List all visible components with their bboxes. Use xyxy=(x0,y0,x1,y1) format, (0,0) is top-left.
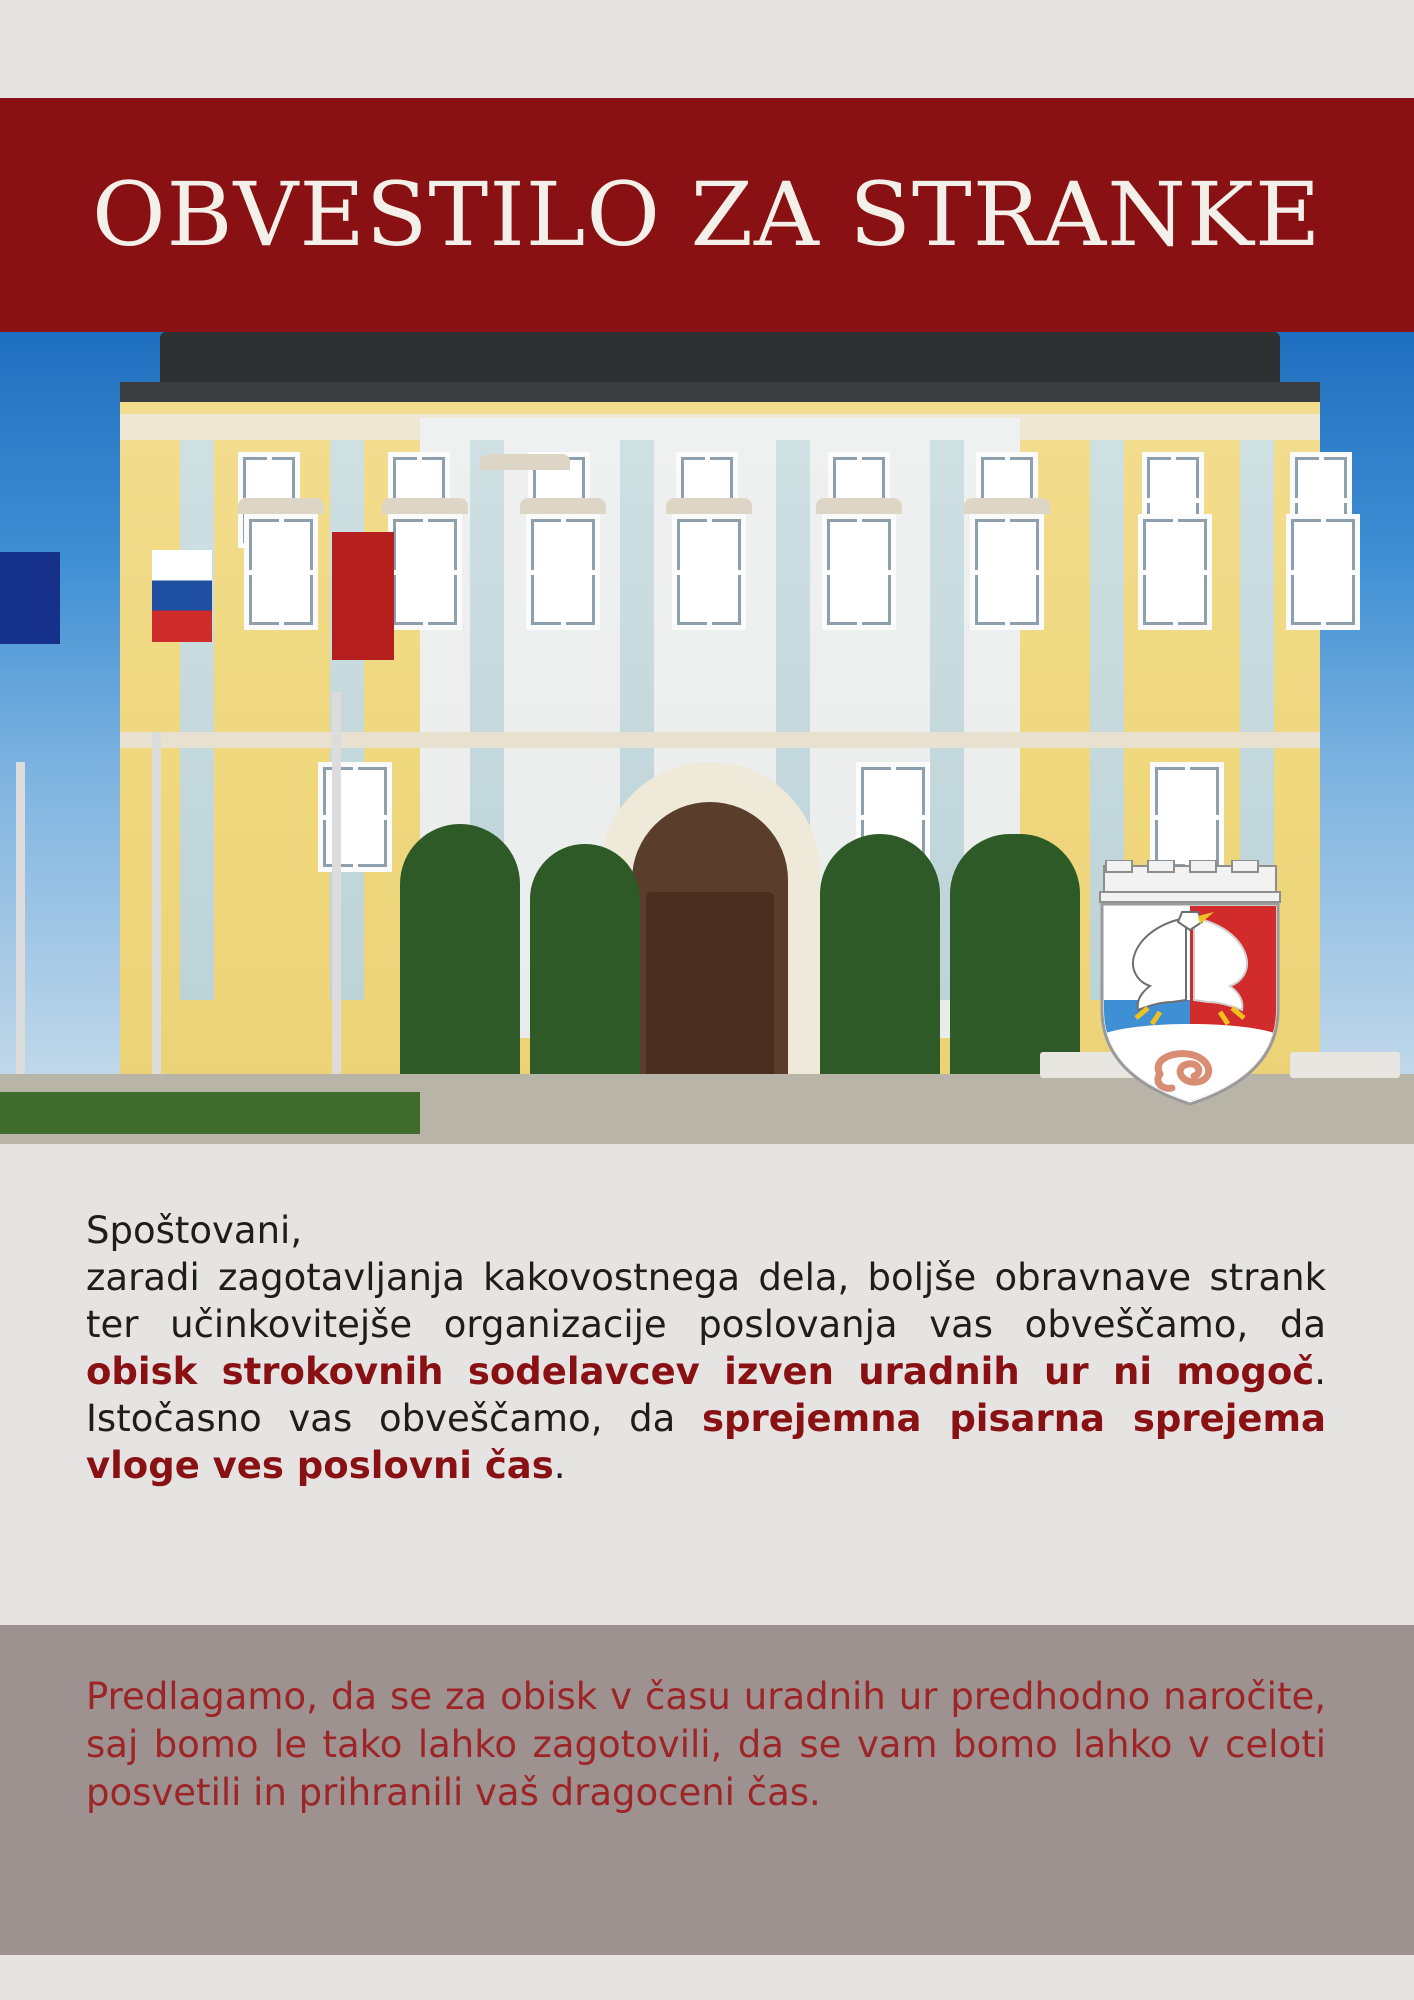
page-title: OBVESTILO ZA STRANKE xyxy=(92,163,1322,266)
flagpole xyxy=(332,692,341,1092)
window xyxy=(672,514,746,630)
window xyxy=(388,514,462,630)
footer-section xyxy=(0,1625,1414,1955)
window-pediment xyxy=(964,498,1050,514)
window xyxy=(970,514,1044,630)
pilaster xyxy=(180,440,214,1000)
highlight-no-visits: obisk strokovnih sodelavcev izven uradnih ur ni mogoč xyxy=(86,1349,1315,1393)
facade-band xyxy=(120,732,1320,748)
window xyxy=(1286,514,1360,630)
hedge xyxy=(950,834,1080,1084)
body-section xyxy=(0,1144,1414,1624)
flag-municipal xyxy=(332,532,394,660)
flagpole xyxy=(152,732,161,1092)
body-paragraph xyxy=(86,1208,1326,1490)
window xyxy=(318,762,392,872)
footer-paragraph: Predlagamo, da se za obisk v času uradnih ur predhodno naročite, saj bomo le tako lahko zagotovili, da se vam bomo lahko v celoti posvetili in prihranili vaš dragoceni čas. xyxy=(86,1675,1326,1815)
window-pediment xyxy=(480,454,570,470)
flagpole xyxy=(16,762,25,1092)
lawn xyxy=(0,1092,420,1134)
window-pediment xyxy=(238,498,324,514)
window-pediment xyxy=(382,498,468,514)
hedge xyxy=(820,834,940,1084)
coat-of-arms-icon xyxy=(1090,860,1290,1110)
window xyxy=(1150,762,1224,872)
window-pediment xyxy=(816,498,902,514)
hedge xyxy=(530,844,640,1084)
window xyxy=(526,514,600,630)
window xyxy=(244,514,318,630)
window-pediment xyxy=(666,498,752,514)
hedge xyxy=(400,824,520,1084)
body-part-1: zaradi zagotavljanja kakovostnega dela, boljše obravnave strank ter učinkovitejše organizacije poslovanja vas obveščamo, da xyxy=(86,1255,1326,1346)
bench xyxy=(1290,1052,1400,1078)
window xyxy=(1138,514,1212,630)
body-part-3: . xyxy=(553,1443,566,1487)
window xyxy=(822,514,896,630)
highlight-reception-office: sprejemna pisarna sprejema vloge ves poslovni čas xyxy=(86,1396,1326,1487)
title-banner xyxy=(0,98,1414,332)
entrance-door xyxy=(646,892,774,1104)
flag-slovenia xyxy=(152,550,212,642)
flag-eu xyxy=(0,552,60,644)
window-pediment xyxy=(520,498,606,514)
body-part-2: . Istočasno vas obveščamo, da xyxy=(86,1349,1326,1440)
greeting-line: Spoštovani, xyxy=(86,1209,303,1252)
